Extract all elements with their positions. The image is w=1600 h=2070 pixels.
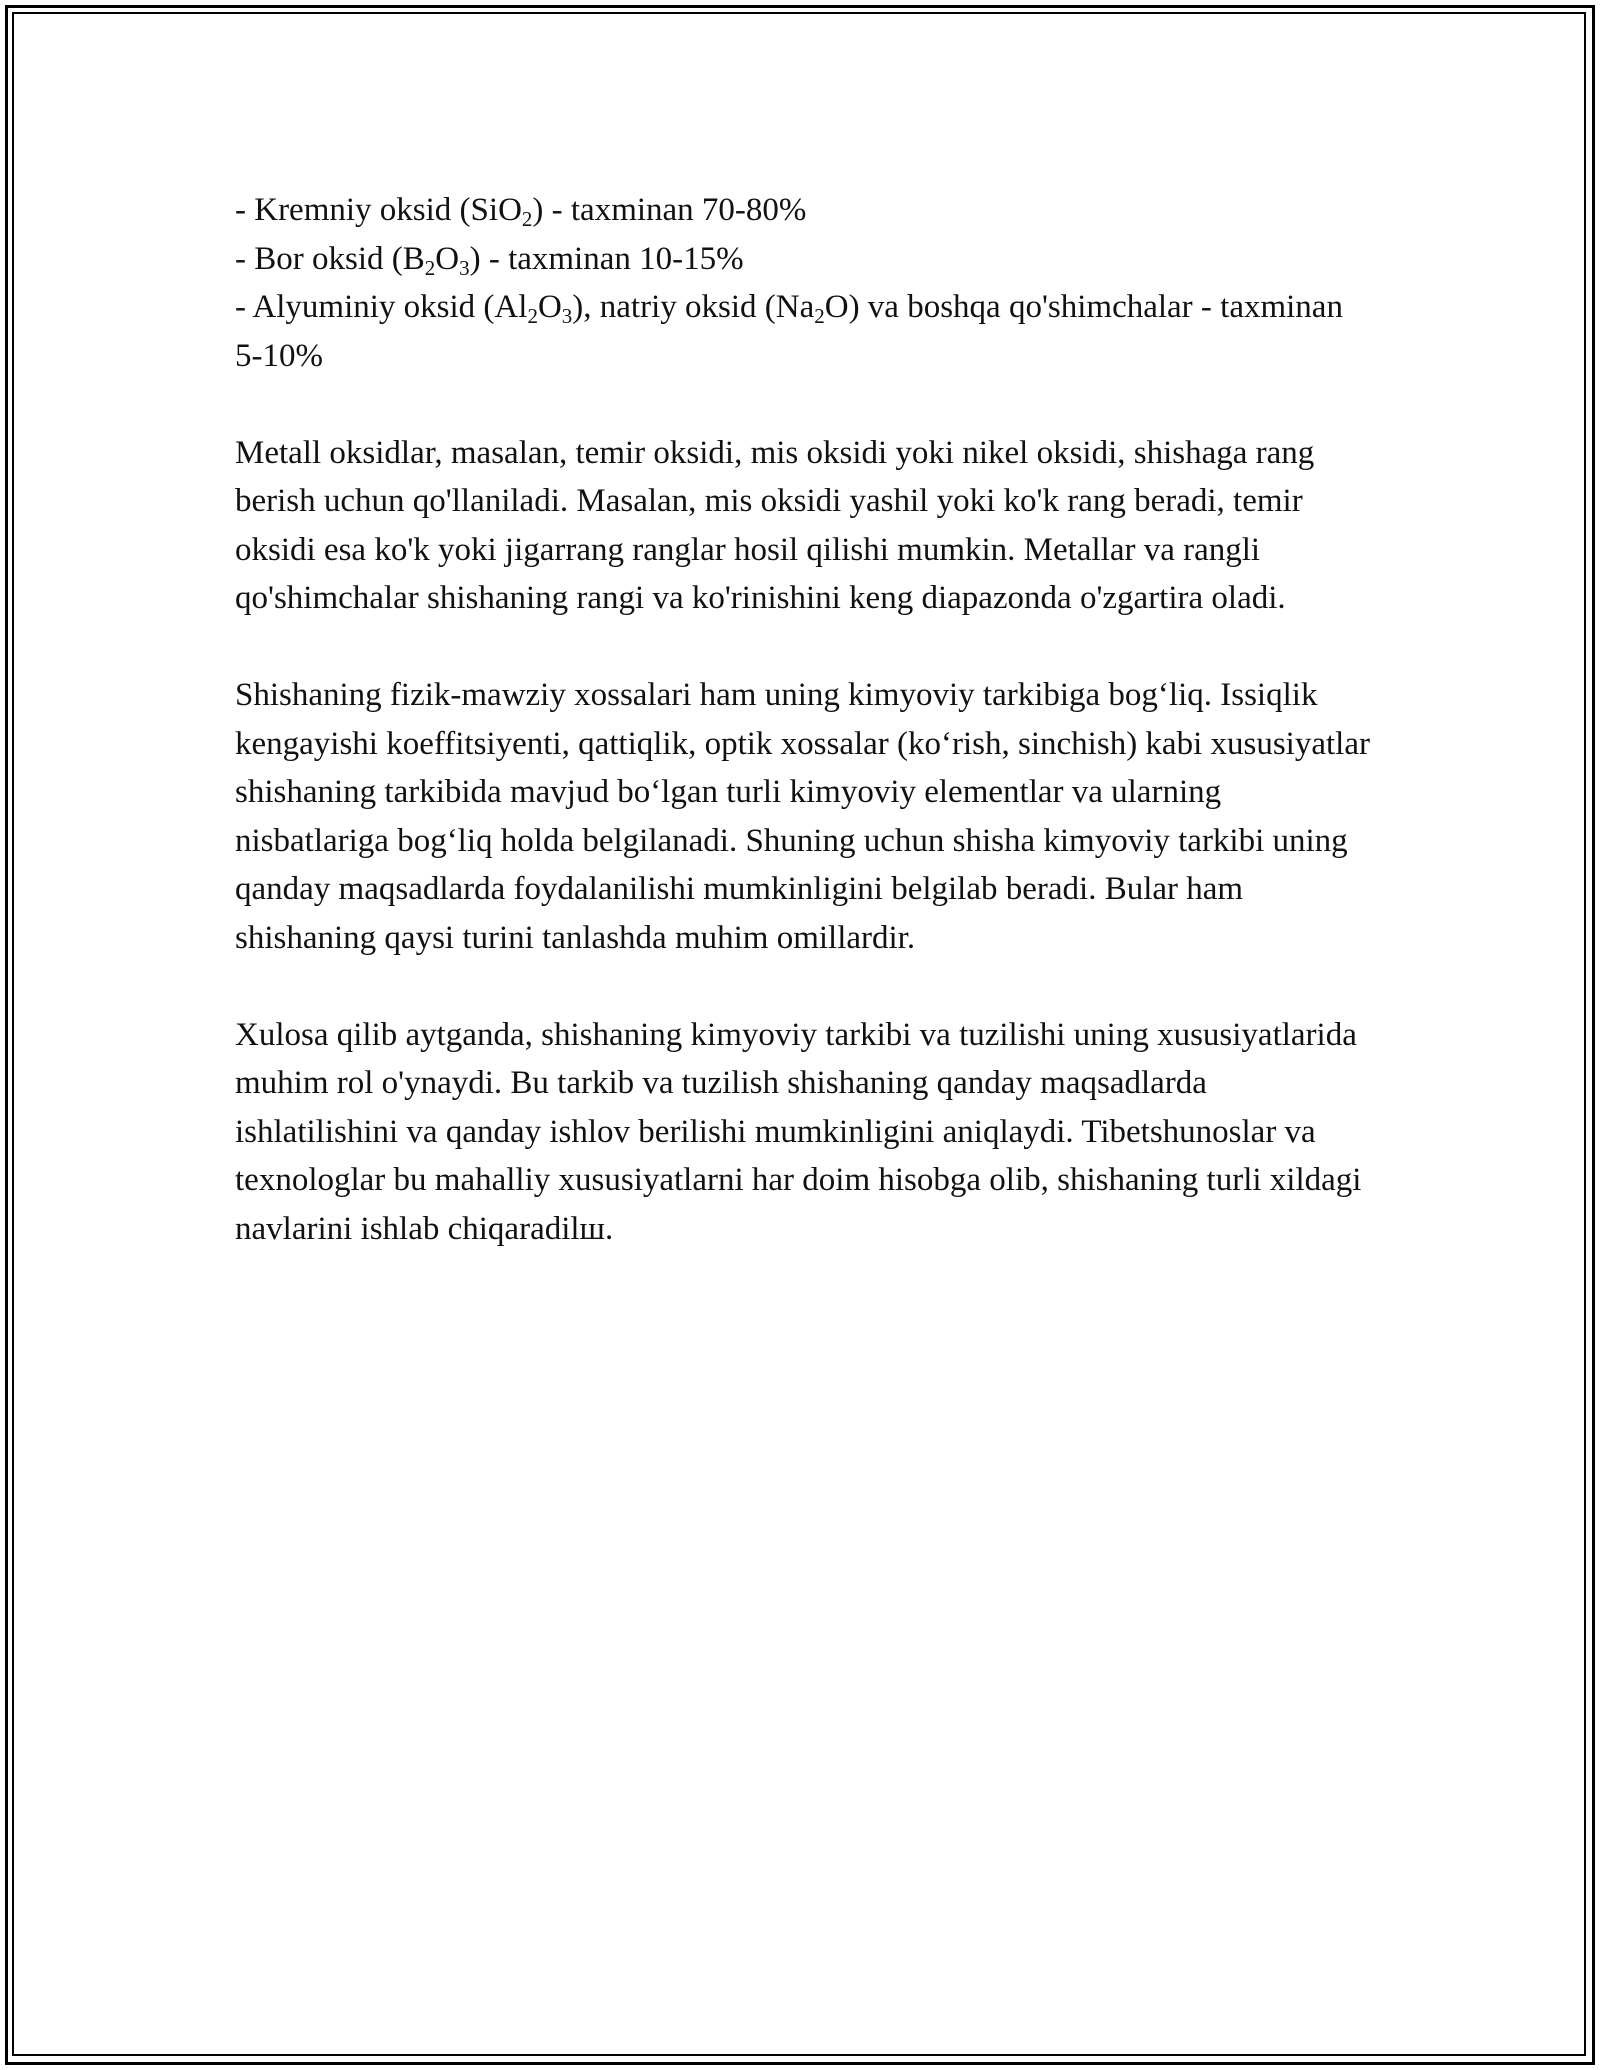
paragraph-conclusion: Xulosa qilib aytganda, shishaning kimyoviy tarkibi va tuzilishi uning xususiyatlarida muhim rol o'ynaydi. Bu tarkib va tuzilish shishaning qanday maqsadlarda ishlatilishini va qanday ishlov berilishi mumkinligini aniqlaydi. Tibetshunoslar va texnologlar bu mahalliy xususiyatlarni har doim hisobga olib, shishaning turli xildagi navlarini ishlab chiqaradilш. (235, 1016, 1362, 1247)
list-item-alumina-sodium-oxide: - Alyuminiy oksid $(Al_2O_3)$, natriy oksid $(Na_2O)$ va boshqa qo'shimchalar - taxminan 5-10% (235, 289, 1343, 374)
paragraph-metal-oxides: Metall oksidlar, masalan, temir oksidi, mis oksidi yoki nikel oksidi, shishaga rang berish uchun qo'llaniladi. Masalan, mis oksidi yashil yoki ko'k rang beradi, temir oksidi esa ko'k yoki jigarrang ranglar hosil qilishi mumkin. Metallar va rangli qo'shimchalar shishaning rangi va ko'rinishini keng diapazonda o'zgartira oladi. (235, 434, 1315, 616)
document-body (235, 186, 1375, 1253)
paragraph-physical-properties: Shishaning fizik-mawziy xossalari ham uning kimyoviy tarkibiga bog‘liq. Issiqlik kengayishi koeffitsiyenti, qattiqlik, optik xossalar (ko‘rish, sinchish) kabi xususiyatlar shishaning tarkibida mavjud bo‘lgan turli kimyoviy elementlar va ularning nisbatlariga bog‘liq holda belgilanadi. Shuning uchun shisha kimyoviy tarkibi uning qanday maqsadlarda foydalanilishi mumkinligini belgilab beradi. Bular ham shishaning qaysi turini tanlashda muhim omillardir. (235, 677, 1370, 956)
list-item-boron-oxide: - Bor oksid $(B_2O_3)$ - taxminan 10-15% (235, 240, 744, 280)
list-item-silicon-oxide: - Kremniy oksid (SiO$_2$) - taxminan 70-80% (235, 192, 807, 231)
